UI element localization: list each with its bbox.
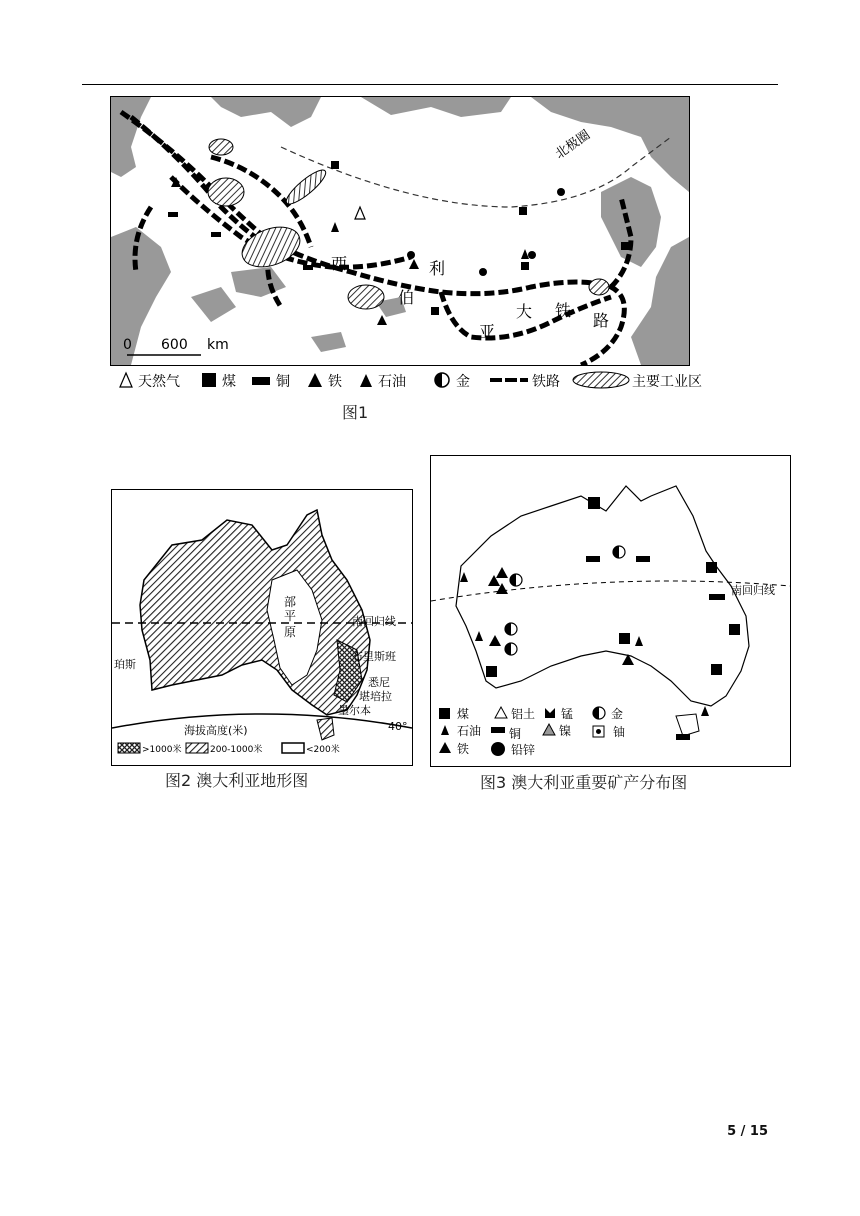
rail-char: 西 — [331, 254, 348, 273]
iron-icon — [439, 742, 451, 753]
perth-label: 珀斯 — [114, 658, 136, 671]
manganese-icon — [545, 708, 555, 718]
coal-icon — [439, 708, 450, 719]
natural-gas-icon — [120, 373, 132, 387]
brisbane-label: 布里斯班 — [352, 650, 396, 663]
elevation-title: 海拔高度(米) — [184, 724, 248, 737]
scale-unit: km — [207, 337, 229, 353]
bauxite-icon — [495, 707, 507, 718]
coal-icon — [202, 373, 216, 387]
legend-label: >1000米 — [142, 745, 182, 755]
legend-label: 铝土 — [511, 707, 536, 721]
page-number: 5 / 15 — [727, 1124, 768, 1139]
siberia-map — [110, 96, 690, 366]
lat40-label: 40° — [388, 720, 408, 733]
tropic-label: 南回归线 — [731, 584, 775, 597]
lead-zinc-icon — [491, 742, 505, 756]
legend-label: 铅锌 — [511, 743, 536, 757]
copper-icon — [491, 727, 505, 733]
melbourne-label: 墨尔本 — [338, 704, 371, 717]
tropic-label: 南回归线 — [352, 615, 396, 628]
legend-label: 铀 — [613, 725, 626, 739]
legend-label: 铁 — [457, 742, 470, 756]
canberra-label: 堪培拉 — [359, 690, 392, 703]
legend-label: 铁路 — [532, 374, 560, 390]
sydney-label: 悉尼 — [368, 676, 390, 689]
arctic-label: 北极圈 — [552, 127, 594, 163]
mid-elevation-icon — [186, 743, 208, 753]
continent-outline — [456, 486, 749, 706]
legend-label: 镍 — [559, 724, 572, 738]
legend-label: <200米 — [306, 745, 340, 755]
fig1-legend — [116, 370, 776, 392]
legend-label: 铁 — [328, 374, 342, 390]
industrial-zone-icon — [573, 372, 629, 388]
australia-minerals-map — [430, 455, 791, 767]
scale-value: 600 — [161, 337, 188, 353]
legend-label: 主要工业区 — [632, 374, 702, 390]
nickel-icon — [543, 724, 555, 735]
australia-terrain-map — [111, 489, 413, 766]
legend-label: 铜 — [509, 727, 522, 741]
header-rule — [82, 84, 778, 85]
plain-char: 原 — [284, 625, 297, 639]
rail-char: 伯 — [398, 288, 415, 307]
high-elevation-icon — [118, 743, 140, 753]
scale-zero: 0 — [123, 337, 132, 353]
plain-char: 部 — [284, 595, 297, 609]
fig1-caption: 图1 — [342, 403, 369, 422]
copper-icon — [252, 377, 270, 385]
fig2-caption: 图2 澳大利亚地形图 — [165, 771, 309, 790]
rail-char: 利 — [429, 259, 446, 278]
oil-icon — [360, 374, 372, 387]
legend-label: 石油 — [378, 374, 406, 390]
legend-label: 石油 — [457, 724, 482, 738]
rail-char: 路 — [593, 311, 610, 330]
legend-label: 煤 — [222, 374, 236, 390]
legend-label: 天然气 — [138, 374, 180, 390]
iron-icon — [308, 373, 322, 387]
continent-outline — [140, 510, 370, 715]
legend-label: 金 — [456, 374, 470, 390]
legend-label: 200-1000米 — [210, 745, 263, 755]
legend-label: 煤 — [457, 707, 470, 721]
legend-label: 锰 — [561, 707, 574, 721]
rail-char: 亚 — [479, 322, 496, 341]
fig3-caption: 图3 澳大利亚重要矿产分布图 — [480, 773, 688, 792]
oil-icon — [441, 725, 449, 735]
rail-char: 大 — [516, 302, 533, 321]
legend-label: 金 — [611, 707, 624, 721]
plain-char: 平 — [284, 609, 297, 623]
low-elevation-icon — [282, 743, 304, 753]
legend-label: 铜 — [276, 374, 290, 390]
sea-area — [111, 97, 151, 177]
rail-char: 铁 — [555, 301, 572, 320]
